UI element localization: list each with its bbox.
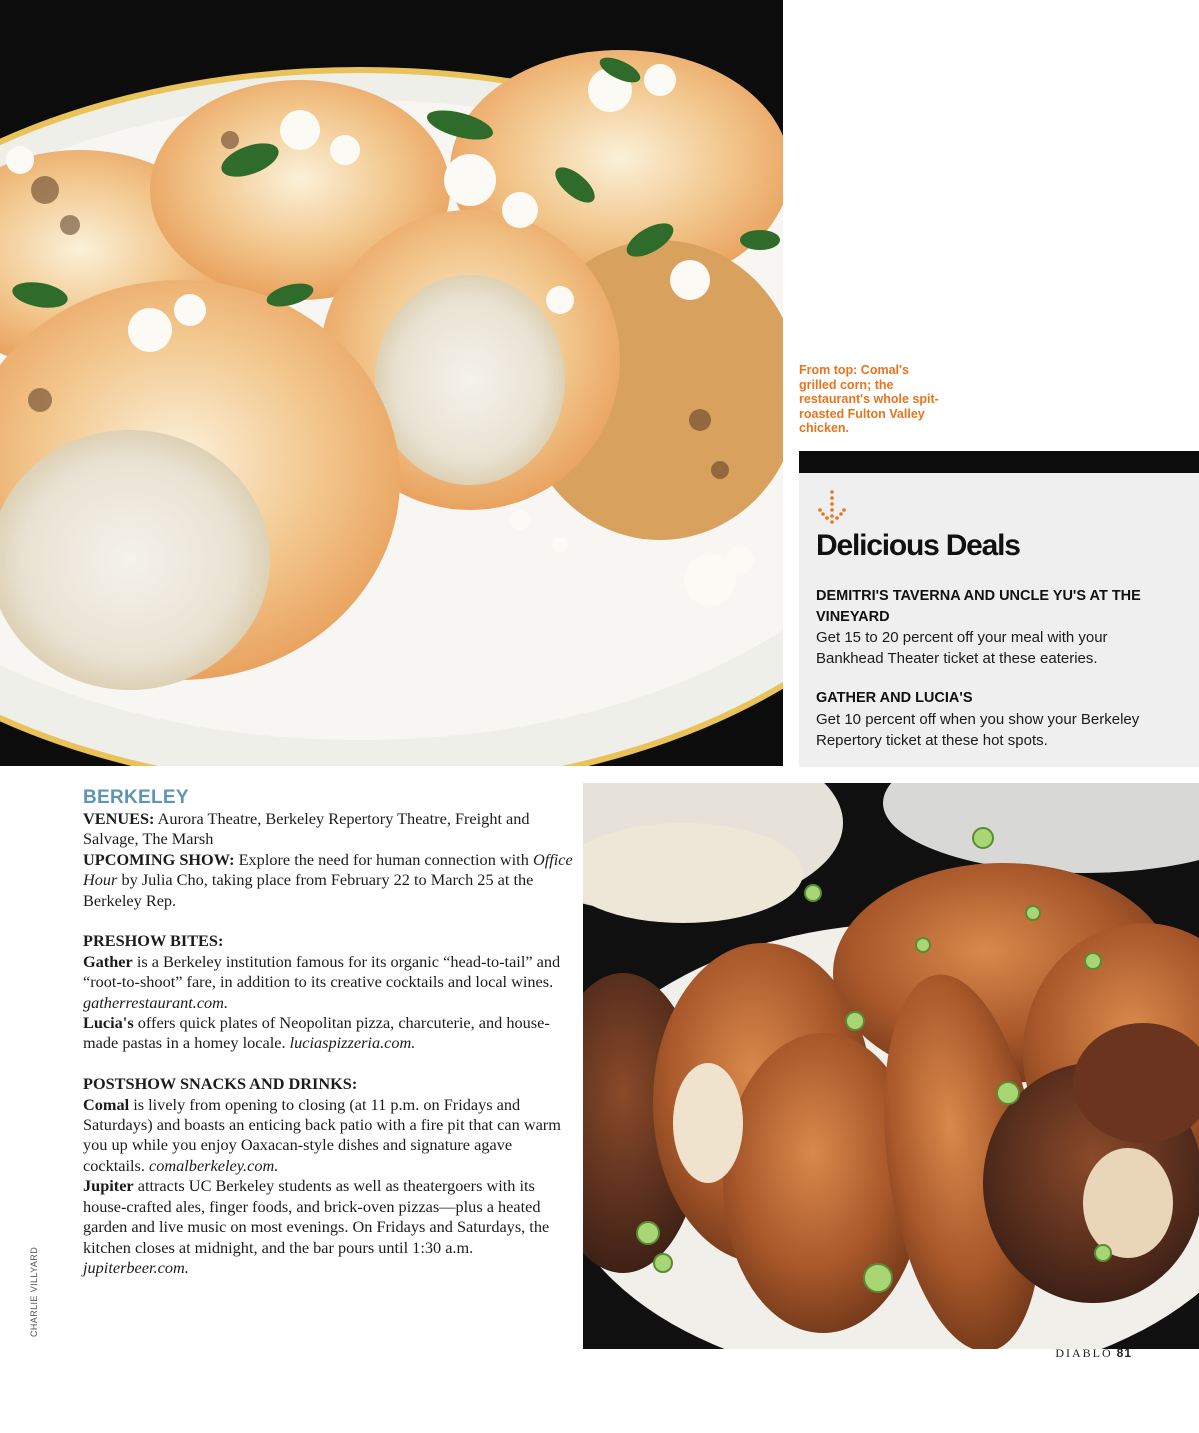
restaurant-description: is lively from opening to closing (at 11 p.m. on Fridays and Saturdays) and boasts an enticing back patio with a fire pit that can warm you up while you enjoy Oaxacan-style dishes and signature agave cocktails. xyxy=(83,1094,561,1175)
deal-description: Get 10 percent off when you show your Berkeley Repertory ticket at these hot spots. xyxy=(816,710,1140,749)
upcoming-show-details: by Julia Cho, taking place from February 22 to March 25 at the Berkeley Rep. xyxy=(83,870,534,910)
restaurant-url[interactable]: luciaspizzeria.com. xyxy=(289,1033,416,1053)
restaurant-entry xyxy=(83,1176,573,1278)
grilled-corn-illustration xyxy=(0,0,783,766)
down-arrow-icon xyxy=(817,488,847,528)
berkeley-article xyxy=(83,786,573,1278)
page-number: 81 xyxy=(1116,1346,1132,1360)
sidebar-top-bar xyxy=(799,451,1199,473)
restaurant-url[interactable]: comalberkeley.com. xyxy=(149,1155,279,1175)
restaurant-name: Jupiter xyxy=(83,1176,134,1196)
deal-name: GATHER AND LUCIA'S xyxy=(816,690,973,706)
photo-credit: CHARLIE VILLYARD xyxy=(29,1246,39,1337)
restaurant-description: offers quick plates of Neopolitan pizza, charcuterie, and house-made pastas in a homey locale. xyxy=(83,1013,550,1053)
restaurant-name: Gather xyxy=(83,951,133,971)
restaurant-url[interactable]: gatherrestaurant.com. xyxy=(83,992,229,1012)
city-heading: BERKELEY xyxy=(83,787,189,808)
upcoming-show-intro: Explore the need for human connection with xyxy=(238,849,529,869)
deal-item xyxy=(816,586,1156,669)
upcoming-show-label: UPCOMING SHOW: xyxy=(83,849,235,869)
deal-name: DEMITRI'S TAVERNA AND UNCLE YU'S AT THE VINEYARD xyxy=(816,588,1141,625)
venues-label: VENUES: xyxy=(83,809,155,828)
show-title: Office Hour xyxy=(83,849,573,890)
deal-item xyxy=(816,688,1156,751)
upcoming-show-paragraph xyxy=(83,850,573,911)
grilled-corn-photo xyxy=(0,0,783,766)
venues-paragraph xyxy=(83,809,573,850)
preshow-heading: PRESHOW BITES: xyxy=(83,931,224,951)
restaurant-name: Comal xyxy=(83,1094,130,1114)
restaurant-name: Lucia's xyxy=(83,1013,134,1033)
page-folio xyxy=(1055,1346,1132,1361)
restaurant-description: attracts UC Berkeley students as well as theatergoers with its house-crafted ales, finger foods, and brick-oven pizzas—plus a heated garden and live music on most evenings. On Fridays and Saturdays, the kitchen closes at midnight, and the bar pours until 1:30 a.m. xyxy=(83,1176,550,1257)
restaurant-url[interactable]: jupiterbeer.com. xyxy=(83,1257,189,1277)
sidebar-title: Delicious Deals xyxy=(816,529,1020,562)
restaurant-description: is a Berkeley institution famous for its organic “head-to-tail” and “root-to-shoot” fare, in addition to its creative cocktails and local wines. xyxy=(83,951,561,992)
restaurant-entry xyxy=(83,1013,573,1054)
postshow-heading: POSTSHOW SNACKS AND DRINKS: xyxy=(83,1074,358,1094)
deal-description: Get 15 to 20 percent off your meal with your Bankhead Theater ticket at these eateries. xyxy=(816,629,1108,667)
restaurant-entry xyxy=(83,1095,573,1177)
magazine-name: DIABLO xyxy=(1055,1346,1113,1360)
deals-sidebar xyxy=(799,451,1199,767)
restaurant-entry xyxy=(83,952,573,1013)
venues-text: Aurora Theatre, Berkeley Repertory Theatre, Freight and Salvage, The Marsh xyxy=(83,809,530,849)
photo-caption: From top: Comal's grilled corn; the restaurant's whole spit-roasted Fulton Valley chicken. xyxy=(799,363,939,435)
roasted-chicken-illustration xyxy=(583,783,1199,1349)
roasted-chicken-photo xyxy=(583,783,1199,1349)
